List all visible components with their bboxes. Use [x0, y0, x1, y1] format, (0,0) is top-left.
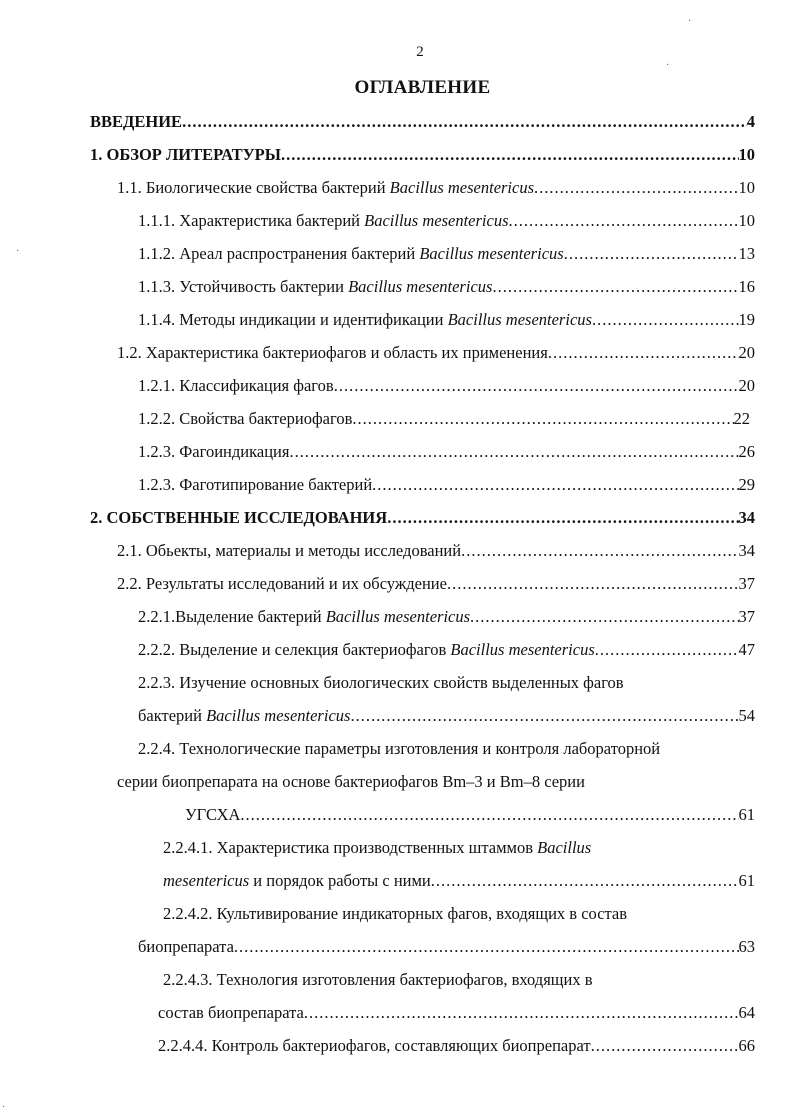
toc-entry-2-2-4-line3[interactable]: [185, 803, 755, 827]
toc-entry-2-1[interactable]: [117, 539, 755, 563]
toc-entry-1-1-2[interactable]: [138, 242, 755, 266]
toc-entry-literature-review[interactable]: [90, 143, 755, 167]
toc-entry-1-2-3-phage-typing[interactable]: [138, 473, 755, 497]
toc-entry-2-2-4-line2[interactable]: серии биопрепарата на основе бактериофагов Bm–3 и Bm–8 серии: [117, 772, 585, 791]
toc-entry-label: бактерий Bacillus mesentericus: [138, 706, 351, 725]
toc-entry-2-2-4-line1[interactable]: 2.2.4. Технологические параметры изготовления и контроля лабораторной: [138, 739, 661, 758]
toc-entry-label: 1.1. Биологические свойства бактерий Bacillus mesentericus: [117, 178, 535, 197]
toc-entry-2-2[interactable]: [117, 572, 755, 596]
toc-entry-page: 4: [746, 112, 755, 131]
toc-entry-page: 10: [738, 145, 755, 164]
toc-entry-2-2-3-line2[interactable]: [138, 704, 755, 728]
toc-entry-page: 22: [733, 409, 750, 428]
leader-dots: [461, 539, 738, 563]
leader-dots: [350, 704, 738, 728]
leader-dots: [595, 638, 739, 662]
toc-entry-page: 54: [738, 706, 755, 725]
toc-entry-page: 10: [738, 211, 755, 230]
toc-entry-page: 26: [738, 442, 755, 461]
toc-entry-1-1[interactable]: [117, 176, 755, 200]
toc-entry-2-2-4-2-line1[interactable]: 2.2.4.2. Культивирование индикаторных фагов, входящих в состав: [163, 904, 628, 923]
toc-entry-label: 2. СОБСТВЕННЫЕ ИССЛЕДОВАНИЯ: [90, 508, 388, 527]
leader-dots: [431, 869, 739, 893]
leader-dots: [334, 374, 739, 398]
page-number: 2: [416, 44, 424, 60]
toc-entry-label: 2.1. Обьекты, материалы и методы исследований: [117, 541, 462, 560]
toc-entry-1-2-3-phage-indication[interactable]: [138, 440, 755, 464]
leader-dots: [281, 143, 739, 167]
leader-dots: [592, 308, 739, 332]
toc-entry-label: 2.2.2. Выделение и селекция бактериофагов Bacillus mesentericus: [138, 640, 595, 659]
toc-entry-2-2-1[interactable]: [138, 605, 755, 629]
toc-entry-introduction[interactable]: [90, 110, 755, 134]
toc-entry-page: 64: [738, 1003, 755, 1022]
toc-title: ОГЛАВЛЕНИЕ: [354, 77, 491, 98]
leader-dots: [509, 209, 739, 233]
toc-entry-label: mesentericus и порядок работы с ними: [163, 871, 431, 890]
toc-entry-label: биопрепарата: [138, 937, 234, 956]
leader-dots: [182, 110, 747, 134]
toc-entry-1-2[interactable]: [117, 341, 755, 365]
leader-dots: [289, 440, 738, 464]
toc-entry-2-2-4-4[interactable]: [158, 1034, 755, 1058]
toc-entry-label: 1.1.2. Ареал распространения бактерий Bacillus mesentericus: [138, 244, 564, 263]
toc-entry-label: 1.1.1. Характеристика бактерий Bacillus mesentericus: [138, 211, 509, 230]
toc-entry-page: 37: [738, 607, 755, 626]
toc-entry-page: 61: [738, 805, 755, 824]
leader-dots: [234, 935, 739, 959]
toc-entry-1-1-1[interactable]: [138, 209, 755, 233]
toc-entry-1-1-4[interactable]: [138, 308, 755, 332]
toc-entry-page: 20: [738, 343, 755, 362]
toc-entry-page: 47: [738, 640, 755, 659]
toc-entry-1-1-3[interactable]: [138, 275, 755, 299]
toc-entry-2-2-3-line1[interactable]: 2.2.3. Изучение основных биологических свойств выделенных фагов: [138, 673, 624, 692]
toc-entry-label: состав биопрепарата: [158, 1003, 304, 1022]
toc-entry-page: 10: [738, 178, 755, 197]
toc-entry-2-2-4-2-line2[interactable]: [138, 935, 755, 959]
toc-entry-label: 1.2.3. Фагоиндикация: [138, 442, 290, 461]
toc-entry-label: 1.2.2. Свойства бактериофагов: [138, 409, 353, 428]
toc-entry-page: 29: [738, 475, 755, 494]
leader-dots: [492, 275, 738, 299]
toc-entry-page: 66: [738, 1036, 755, 1055]
toc-entry-label: 1.2. Характеристика бактериофагов и область их применения: [117, 343, 548, 362]
scan-speck: ·: [2, 1102, 6, 1113]
leader-dots: [548, 341, 739, 365]
toc-entry-page: 20: [738, 376, 755, 395]
toc-entry-page: 63: [738, 937, 755, 956]
leader-dots: [304, 1001, 739, 1025]
toc-entry-label: ВВЕДЕНИЕ: [90, 112, 183, 131]
toc-entry-page: 13: [738, 244, 755, 263]
leader-dots: [352, 407, 733, 431]
toc-entry-1-2-2[interactable]: [138, 407, 750, 431]
toc-entry-page: 19: [738, 310, 755, 329]
toc-entry-label: 1.1.4. Методы индикации и идентификации Bacillus mesentericus: [138, 310, 592, 329]
leader-dots: [372, 473, 738, 497]
leader-dots: [470, 605, 738, 629]
toc-entry-2-2-4-1-line2[interactable]: [163, 869, 755, 893]
toc-entry-page: 34: [738, 541, 755, 560]
scan-speck: ·: [16, 246, 20, 257]
toc-entry-2-2-2[interactable]: [138, 638, 755, 662]
toc-entry-page: 34: [738, 508, 755, 527]
toc-entry-page: 37: [738, 574, 755, 593]
toc-entry-label: 1. ОБЗОР ЛИТЕРАТУРЫ: [90, 145, 281, 164]
leader-dots: [591, 1034, 739, 1058]
toc-entry-1-2-1[interactable]: [138, 374, 755, 398]
toc-entry-label: 1.1.3. Устойчивость бактерии Bacillus mesentericus: [138, 277, 493, 296]
leader-dots: [564, 242, 739, 266]
leader-dots: [447, 572, 739, 596]
toc-entry-label: 1.2.3. Фаготипирование бактерий: [138, 475, 373, 494]
toc-entry-2-2-4-3-line1[interactable]: 2.2.4.3. Технология изготовления бактериофагов, входящих в: [163, 970, 593, 989]
toc-entry-2-2-4-1-line1[interactable]: 2.2.4.1. Характеристика производственных штаммов Bacillus: [163, 838, 592, 857]
toc-entry-label: 2.2. Результаты исследований и их обсуждение: [117, 574, 447, 593]
toc-entry-2-2-4-3-line2[interactable]: [158, 1001, 755, 1025]
toc-entry-label: 2.2.4.4. Контроль бактериофагов, составляющих биопрепарат: [158, 1036, 591, 1055]
leader-dots: [387, 506, 738, 530]
toc-entry-label: 1.2.1. Классификация фагов: [138, 376, 334, 395]
toc-entry-label: 2.2.1.Выделение бактерий Bacillus mesentericus: [138, 607, 471, 626]
scan-speck: ·: [666, 60, 670, 71]
toc-entry-page: 16: [738, 277, 755, 296]
toc-entry-own-research[interactable]: [90, 506, 755, 530]
scan-speck: ·: [688, 16, 692, 27]
toc-entry-label: УГСХА: [185, 805, 241, 824]
toc-entry-page: 61: [738, 871, 755, 890]
leader-dots: [240, 803, 738, 827]
leader-dots: [534, 176, 738, 200]
